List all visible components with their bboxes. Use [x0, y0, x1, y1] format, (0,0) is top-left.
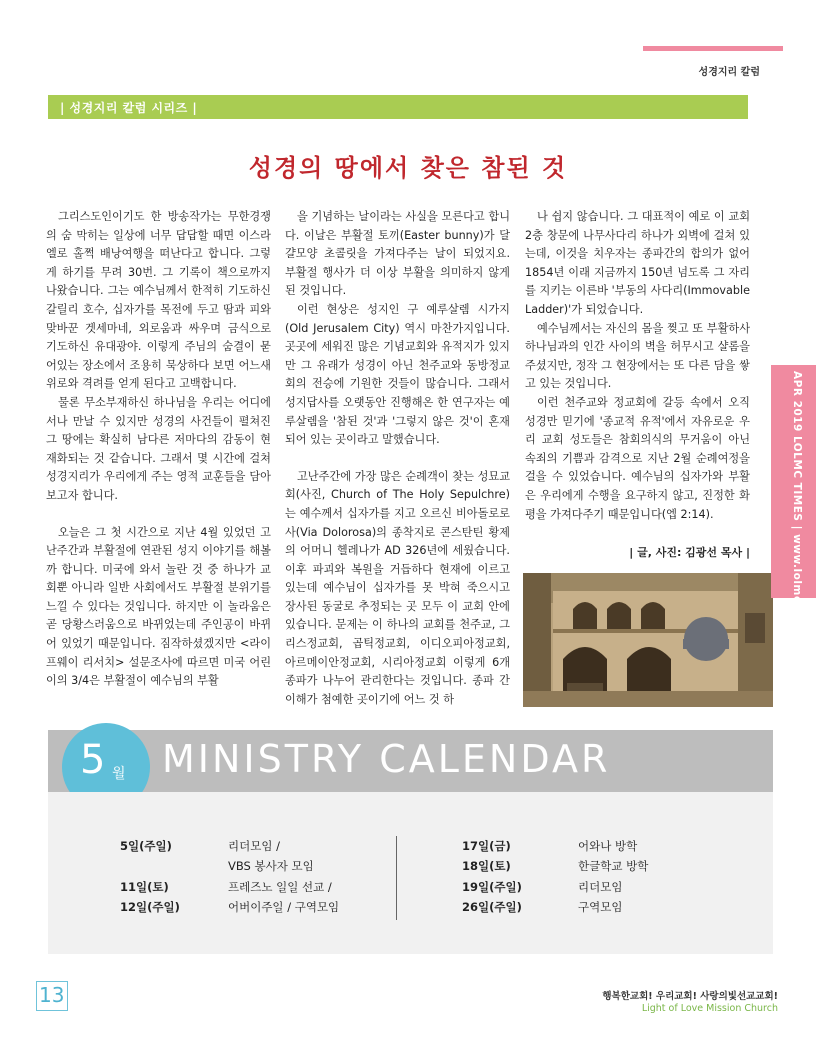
paragraph: 그리스도인이기도 한 방송작가는 무한경쟁의 숨 막히는 일상에 너무 답답할 때면 이스라엘로 홀쩍 배낭여행을 떠난다고 합니다. 그렇게 하기를 무려 30번. 그 기록이 책으로까지 나왔습니다. 그는 예수님께서 한적히 기도하신 갈릴리 호수, 십자가를 목전에 두고 땀과 피와 맞바꾼 겟세마네, 외로움과 싸우며 금식으로 기도하신 유대광야. 이렇게 주님의 숨결이 묻어있는 장소에서 조용히 묵상하다 보면 어느새 위로와 격려를 얻게 된다고 고백합니다.: [46, 210, 271, 391]
article-column-2: [285, 208, 510, 709]
paragraph: 이런 천주교와 정교회에 갈등 속에서 오직 성경만 믿기에 '종교적 유적'에서 자유로운 우리 교회 성도들은 참회의식의 무거움이 아닌 속죄의 기쁨과 감격으로 지난 2월 순례여정을 걸을 수 있었습니다. 예수님의 십자가와 부활은 우리에게 수행을 요구하지 않고, 진정한 화평을 가져다주기 때문입니다(엡 2:14).: [525, 395, 750, 521]
article-title: 성경의 땅에서 찾은 참된 것: [248, 153, 568, 182]
paragraph: 물론 무소부재하신 하나님을 우리는 어디에서나 만날 수 있지만 성경의 사건들이 펼쳐진 그 땅에는 확실히 남다른 저마다의 감동이 현재화되는 것 같습니다. 그래서 몇 시간에 걸쳐 성경지리가 우리에게 주는 영적 교훈들을 담아보고자 합니다.: [46, 395, 271, 502]
paragraph: 예수님께서는 자신의 몸을 찢고 또 부활하사 하나님과의 인간 사이의 벽을 허무시고 샬롬을 주셨지만, 정작 그 현장에서는 또 다른 담을 쌓고 있는 것입니다.: [525, 321, 750, 391]
side-tab: [771, 365, 816, 629]
header-accent-rule: [643, 46, 783, 51]
calendar-event: 어와나 방학: [578, 839, 638, 853]
calendar-event: 어버이주일 / 구역모임: [228, 900, 340, 914]
calendar-title: MINISTRY CALENDAR: [162, 737, 611, 781]
calendar-date: 26일(주일): [462, 900, 522, 914]
paragraph: 나 쉽지 않습니다. 그 대표적이 예로 이 교회 2층 창문에 나무사다리 하나가 외벽에 걸쳐 있는데, 이것을 치우자는 종파간의 합의가 없어 1854년 이래 지금까지 150년 넘도록 그 자리를 지키는 이른바 '부동의 사다리(Immovable Ladder)'가 되었습니다.: [525, 210, 750, 316]
calendar-date: 11일(토): [120, 880, 169, 894]
paragraph: 이런 현상은 성지인 구 예루살렘 시가지(Old Jerusalem City) 역시 마찬가지입니다. 곳곳에 세워진 많은 기념교회와 유적지가 있지만 그 유래가 성경이 아닌 천주교와 동방정교회의 전승에 기원한 것들이 많습니다. 그래서 성지답사를 오랫동안 진행해온 한 연구자는 예루살렘을 '참된 것'과 '그렇지 않은 것'이 혼재되어 있는 곳이라고 말했습니다.: [285, 302, 510, 447]
page-number-box: [36, 981, 68, 1011]
calendar-event: 프레즈노 일일 선교 /: [228, 880, 332, 894]
paragraph: 고난주간에 가장 많은 순례객이 찾는 성묘교회(사진, Church of The Holy Sepulchre)는 예수께서 십자가를 지고 오르신 비아돌로로사(Via Dolorosa)의 종착지로 콘스탄틴 황제의 어머니 헬레나가 AD 326년에 세웠습니다. 이후 파괴와 복원을 거듭하다 현재에 이르고 있는데 예수님이 십자가를 못 박혀 죽으시고 장사된 동굴로 추정되는 곳 모두 이 교회 안에 있습니다. 문제는 이 하나의 교회를 천주교, 그리스정교회, 곱틱정교회, 이디오피아정교회, 아르메이안정교회, 시리아정교회 이렇게 6개 종파가 나누어 관리한다는 것입니다. 종파 간 이해가 첨예한 곳이기에 어느 것 하: [285, 469, 510, 706]
calendar-event: 한글학교 방학: [578, 859, 649, 873]
month-unit: 월: [112, 766, 126, 782]
calendar-date: 12일(주일): [120, 900, 180, 914]
calendar-event: 구역모임: [578, 900, 623, 914]
calendar-body: [48, 792, 773, 954]
page-number: 13: [39, 983, 65, 1007]
month-number: 5: [80, 737, 106, 783]
article-column-3: [525, 208, 750, 563]
paragraph: 오늘은 그 첫 시간으로 지난 4월 있었던 고난주간과 부활절에 연관된 성지 이야기를 해볼까 합니다. 미국에 와서 놀란 것 중 하나가 교회뿐 아니라 일반 사회에서도 부활절 분위기를 느낄 수 있다는 것입니다. 하지만 이 놀라움은 곧 당황스러움으로 바뀌었는데 주인공이 바뀌어 있었기 때문입니다. 짐작하셨겠지만 <라이프웨이 리서치> 설문조사에 따르면 미국 어린이의 3/4은 부활절이 예수님의 부활: [46, 525, 271, 688]
calendar-event: 리더모임 /: [228, 839, 280, 853]
footer-slogan: 행복한교회! 우리교회! 사랑의빛선교교회!: [602, 991, 778, 1002]
series-label: | 성경지리 칼럼 시리즈 |: [60, 101, 198, 115]
footer-church-name: Light of Love Mission Church: [641, 1003, 778, 1014]
side-tab-text: APR 2019 LOLMC TIMES | www.lolmc.org: [791, 371, 803, 629]
calendar-divider: [396, 836, 397, 920]
calendar-event: 리더모임: [578, 880, 623, 894]
church-facade-illustration: [523, 573, 773, 707]
series-banner: [48, 95, 748, 119]
calendar-date: 19일(주일): [462, 880, 522, 894]
article-column-1: [46, 208, 271, 691]
calendar-event: VBS 봉사자 모임: [228, 859, 314, 873]
byline: | 글, 사진: 김광선 목사 |: [629, 546, 750, 560]
calendar-date: 17일(금): [462, 839, 511, 853]
section-label: 성경지리 칼럼: [698, 67, 760, 78]
calendar-date: 18일(토): [462, 859, 511, 873]
church-photo: [523, 573, 773, 707]
calendar-date: 5일(주일): [120, 839, 172, 853]
paragraph: 을 기념하는 날이라는 사실을 모른다고 합니다. 이날은 부활절 토끼(Easter bunny)가 달걀모양 초콜릿을 가져다주는 날이 되었지요. 부활절 행사가 더 이상 부활을 의미하지 않게 된 것입니다.: [285, 210, 510, 298]
